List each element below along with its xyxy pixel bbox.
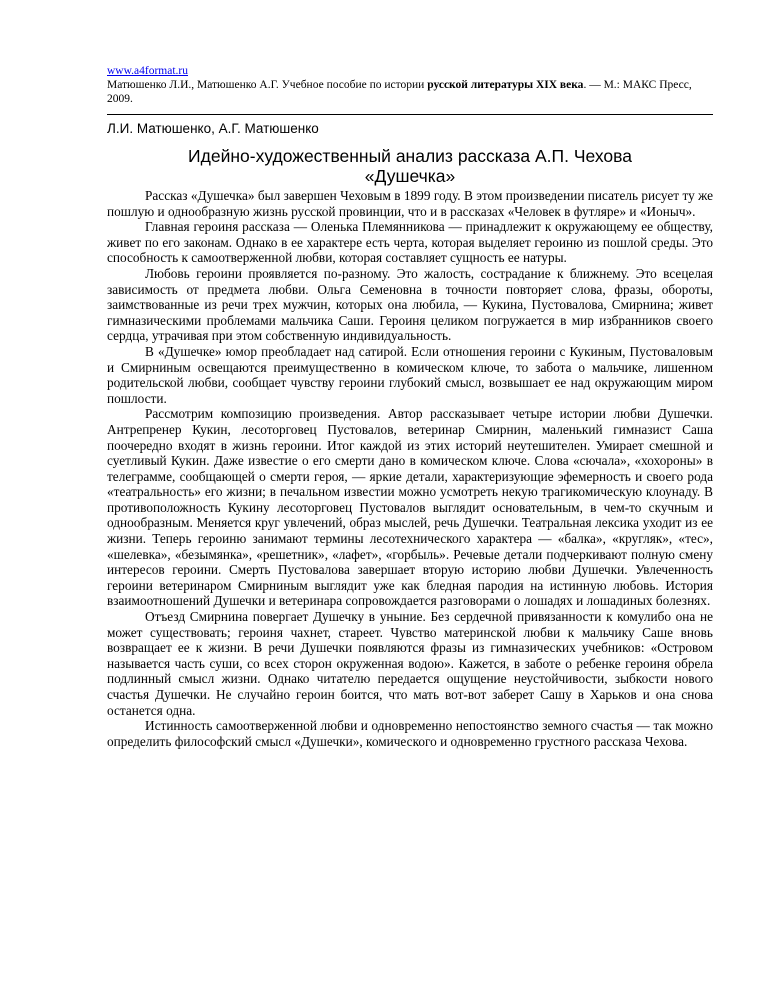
title-line-1: Идейно-художественный анализ рассказа А.П. Чехова bbox=[188, 146, 632, 166]
title-line-2: «Душечка» bbox=[364, 166, 456, 186]
paragraph: Рассмотрим композицию произведения. Автор рассказывает четыре истории любви Душечки. Антрепренер Кукин, лесоторговец Пустовалов, ветеринар Смирнин, маленький гимназист Саша поочередно входят в жизнь героини. Итог каждой из этих историй неутешителен. Умирает смешной и суетливый Кукин. Даже известие о его смерти дано в комическом ключе. Слова «сючала», «хохороны» в телеграмме, сообщающей о смерти героя, — яркие детали, характеризующие эфемерность и своего рода «театральность» его жизни; в печальном известии можно усмотреть некую трагикомическую клоунаду. В противоположность Кукину лесоторговец Пустовалов выглядит основательным, в чем-то скучным и однообразным. Меняется круг увлечений, образ мыслей, речь Душечки. Театральная лексика уходит из ее жизни. Теперь героиню занимают термины лесотехнического характера — «балка», «кругляк», «тес», «шелевка», «безымянка», «решетник», «лафет», «горбыль». Речевые детали подчеркивают полную смену интересов героини. Смерть Пустовалова завершает вторую историю любви Душечки. Увлеченность героини ветеринаром Смирниным выглядит уже как бледная пародия на истинную любовь. История взаимоотношений Душечки и ветеринара сопровождается разговорами о лошадях и лошадиных болезнях. bbox=[107, 406, 713, 609]
source-link[interactable]: www.a4format.ru bbox=[107, 65, 189, 77]
paragraph: В «Душечке» юмор преобладает над сатирой. Если отношения героини с Кукиным, Пустоваловым и Смирниным освещаются преимущественно в комическом ключе, то забота о мальчике, лишенном родительской любви, сообщает чувству героини глубокий смысл, возвышает ее над окружающим миром пошлости. bbox=[107, 343, 713, 406]
paragraph: Любовь героини проявляется по-разному. Это жалость, сострадание к ближнему. Это всецелая зависимость от предмета любви. Ольга Семеновна в точности повторяет слова, фразы, обороты, заимствованные из речи трех мужчин, которых она любила, — Кукина, Пустовалова, Смирнина; живет гимназическими проблемами мальчика Саши. Героиня целиком погружается в мир избранников своего сердца, утрачивая при этом собственную индивидуальность. bbox=[107, 265, 713, 344]
page-title bbox=[107, 146, 713, 186]
paragraph: Истинность самоотверженной любви и одновременно непостоянство земного счастья — так можно определить философский смысл «Душечки», комического и одновременно грустного рассказа Чехова. bbox=[107, 718, 713, 749]
authors: Л.И. Матюшенко, А.Г. Матюшенко bbox=[107, 121, 319, 136]
paragraph: Главная героиня рассказа — Оленька Племянникова — принадлежит к окружающему ее обществу, живет по его законам. Однако в ее характере есть черта, которая выделяет героиню из пошлой среды. Это способность к самоотверженной любви, которая составляет сущность ее натуры. bbox=[107, 219, 713, 266]
citation-text: Матюшенко Л.И., Матюшенко А.Г. Учебное пособие по истории bbox=[107, 79, 428, 91]
paragraph: Отъезд Смирнина повергает Душечку в уныние. Без сердечной привязанности к комулибо она не может существовать; героиня чахнет, стареет. Чувство материнской любви к мальчику Саше вновь возвращает ее к жизни. В речи Душечки появляются фразы из гимназических учебников: «Островом называется часть суши, со всех сторон окруженная водою». Кажется, в заботе о ребенке героиня обрела подлинный смысл жизни. Однако читателю передается ощущение неустойчивости, зыбкости нового счастья Душечки. Не случайно героин боится, что мать вот-вот заберет Сашу в Харьков и она снова останется одна. bbox=[107, 609, 713, 718]
source-citation bbox=[107, 64, 712, 106]
article-body bbox=[107, 188, 713, 749]
paragraph: Рассказ «Душечка» был завершен Чеховым в 1899 году. В этом произведении писатель рисует ту же пошлую и однообразную жизнь русской провинции, что и в рассказах «Человек в футляре» и «Ионыч». bbox=[107, 188, 713, 219]
header-divider bbox=[107, 114, 713, 115]
citation-bold: русской литературы XIX века bbox=[427, 79, 584, 91]
citation-publisher: . — М.: МАКС Пресс, 2009. bbox=[107, 79, 692, 105]
